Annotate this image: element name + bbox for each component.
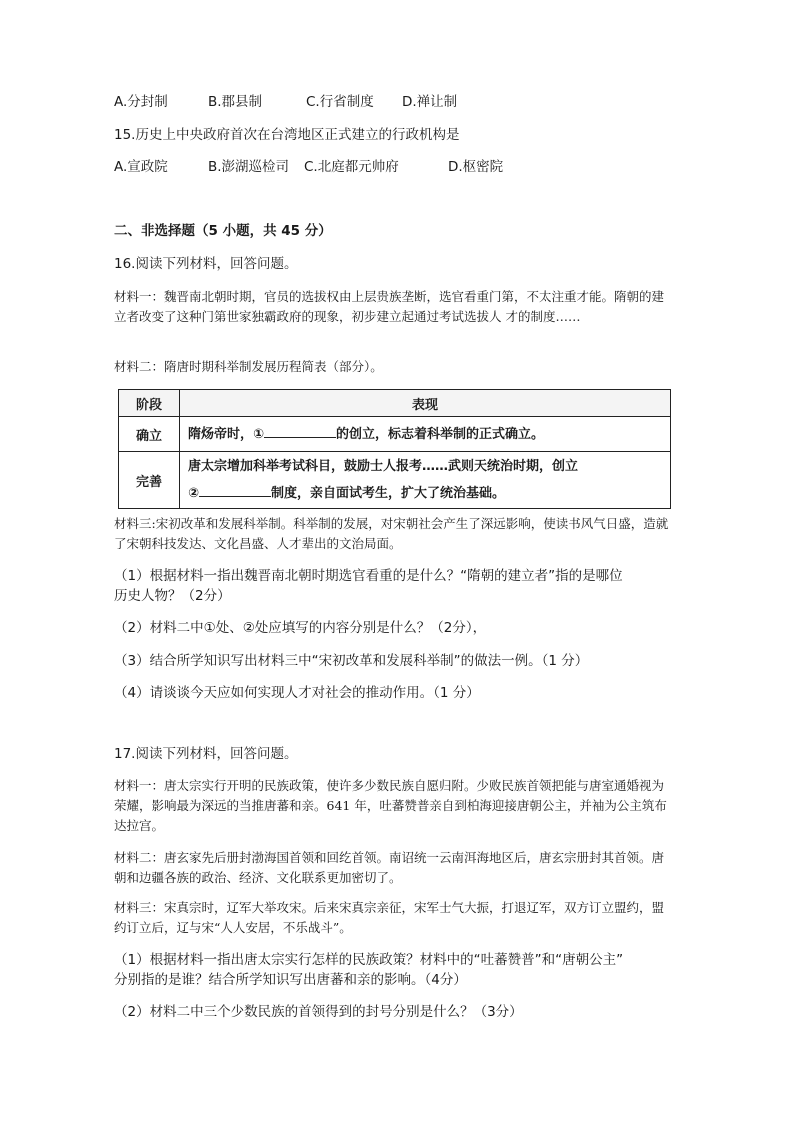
- q17-material-2: 材料二：唐玄家先后册封渤海国首领和回纥首领。南诏统一云南洱海地区后，唐玄宗册封其首领。唐朝和边疆各族的政治、经济、文化联系更加密切了。: [114, 850, 665, 885]
- q15-option-a: A.宣政院: [114, 159, 168, 175]
- q16-material-3: 材料三:宋初改革和发展科举制。科举制的发展，对宋朝社会产生了深远影响，使读书风气日盛，造就了宋朝科技发达、文化昌盛、人才辈出的文治局面。: [114, 516, 669, 551]
- table-header-row: [119, 390, 671, 417]
- q17-question-1-line2: 分别指的是谁？结合所学知识写出唐蕃和亲的影响。（4分）: [114, 972, 467, 988]
- q17-stem: 17.阅读下列材料，回答问题。: [114, 746, 298, 762]
- keju-table: [118, 389, 671, 509]
- q17-question-2: （2）材料二中三个少数民族的首领得到的封号分别是什么？（3分）: [114, 1004, 523, 1020]
- answer-blank-2[interactable]: [199, 482, 271, 497]
- table-cell-desc: [180, 452, 671, 509]
- row2-text-a: ②: [188, 486, 200, 501]
- q16-material-2: 材料二：隋唐时期科举制发展历程简表（部分）。: [114, 359, 383, 374]
- q16-stem: 16.阅读下列材料，回答问题。: [114, 256, 298, 272]
- table-header-desc: 表现: [180, 390, 671, 417]
- table-header-stage: 阶段: [119, 390, 180, 417]
- q14-options: [114, 93, 457, 111]
- q14-option-c: C.行省制度: [306, 94, 374, 110]
- row2-text-b: 制度，亲自面试考生，扩大了统治基础。: [271, 486, 506, 501]
- table-cell-desc: [180, 417, 671, 452]
- q16-question-3: （3）结合所学知识写出材料三中“宋初改革和发展科举制”的做法一例。（1 分）: [114, 653, 589, 669]
- q16-question-1-line1: （1）根据材料一指出魏晋南北朝时期选官看重的是什么？“隋朝的建立者”指的是哪位: [114, 568, 623, 584]
- q15-option-d: D.枢密院: [448, 159, 504, 175]
- row1-text-b: 的创立，标志着科举制的正式确立。: [336, 426, 545, 442]
- q15-option-c: C.北庭都元帅府: [304, 159, 399, 175]
- q14-option-a: A.分封制: [114, 94, 168, 110]
- q17-question-1-line1: （1）根据材料一指出唐太宗实行怎样的民族政策？材料中的“吐蕃赞普”和“唐朝公主”: [114, 952, 624, 968]
- q15-option-b: B.澎湖巡检司: [208, 159, 290, 175]
- q14-option-d: D.禅让制: [402, 94, 458, 110]
- q16-question-4: （4）请谈谈今天应如何实现人才对社会的推动作用。（1 分）: [114, 685, 480, 701]
- q16-question-2: （2）材料二中①处、②处应填写的内容分别是什么？（2分），: [114, 620, 487, 636]
- q17-material-1: 材料一：唐太宗实行开明的民族政策，使许多少数民族自愿归附。少败民族首领把能与唐室通婚视为荣耀，影响最为深远的当推唐蕃和亲。641 年，吐蕃赞普亲自到柏海迎接唐朝公主，并袖为公主筑布达拉宫。: [114, 778, 667, 833]
- q15-stem: 15.历史上中央政府首次在台湾地区正式建立的行政机构是: [114, 127, 460, 143]
- row2-text-line1: 唐太宗增加科举考试科目，鼓励士人报考……武则天统治时期，创立: [188, 459, 579, 474]
- table-row: [119, 417, 671, 452]
- section-title: 二、非选择题（5 小题，共 45 分）: [114, 223, 332, 239]
- table-row: [119, 452, 671, 509]
- q17-material-3: 材料三：宋真宗时，辽军大举攻宋。后来宋真宗亲征，宋军士气大振，打退辽军，双方订立盟约，盟约订立后，辽与宋“人人安居，不乐战斗”。: [114, 900, 665, 935]
- row1-text-a: 隋炀帝时，①: [188, 426, 265, 442]
- table-cell-stage: 确立: [119, 417, 180, 452]
- table-cell-stage: 完善: [119, 452, 180, 509]
- q15-options: [114, 158, 503, 176]
- q14-option-b: B.郡县制: [208, 94, 263, 110]
- answer-blank-1[interactable]: [264, 423, 336, 438]
- q16-question-1-line2: 历史人物？（2分）: [114, 588, 231, 604]
- q16-material-1: 材料一：魏晋南北朝时期，官员的选拔权由上层贵族垄断，选官看重门第，不太注重才能。隋朝的建立者改变了这种门第世家独霸政府的现象，初步建立起通过考试选拔人 才的制度……: [114, 289, 665, 324]
